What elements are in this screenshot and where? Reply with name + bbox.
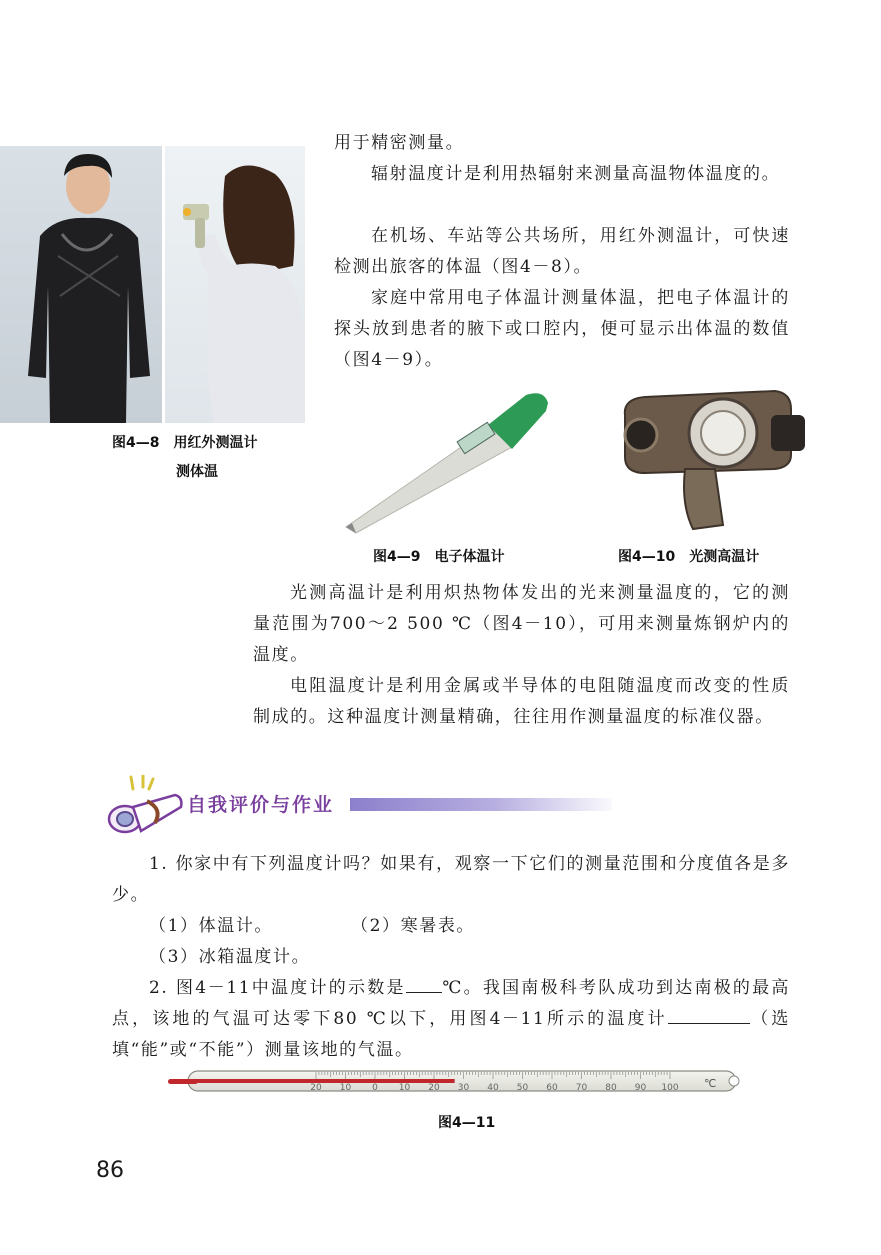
scroll-icon [103, 775, 185, 837]
section-title: 自我评价与作业 [187, 794, 335, 816]
scale-tick-label: 20 [428, 1083, 440, 1093]
page-number: 86 [96, 1158, 124, 1183]
scale-tick-label: 40 [487, 1083, 499, 1093]
figure-number: 图4—9 [373, 549, 421, 565]
figure-text: 用红外测温计 [173, 435, 258, 451]
figure-4-9-electronic-thermometer [340, 385, 555, 535]
person-standing-photo [0, 146, 162, 423]
figure-4-8-caption-line2 [176, 461, 218, 481]
exercise-1-option-a: （1）体温计。 [149, 916, 274, 936]
figure-text: 测体温 [176, 464, 218, 480]
scale-tick-label: 80 [605, 1083, 617, 1093]
scale-tick-label: 10 [398, 1083, 411, 1093]
figure-number: 图4—8 [112, 435, 160, 451]
scale-tick-label: 50 [516, 1083, 529, 1093]
woman-measuring-photo [165, 146, 305, 423]
scale-tick-label: 10 [339, 1083, 352, 1093]
paragraph-optical-pyrometer: 光测高温计是利用炽热物体发出的光来测量温度的，它的测量范围为700～2 500 ℃（图4－10），可用来测量炼钢炉内的温度。 [253, 583, 790, 665]
answer-blank-reading[interactable] [406, 974, 442, 993]
figure-4-11-thermometer [168, 1065, 743, 1097]
exercise-1-option-c: （3）冰箱温度计。 [149, 947, 311, 967]
exercise-1: 1. 你家中有下列温度计吗？如果有，观察一下它们的测量范围和分度值各是多少。 [112, 854, 790, 905]
paragraph-resistance-thermometer: 电阻温度计是利用金属或半导体的电阻随温度而改变的性质制成的。这种温度计测量精确，往往用作测量温度的标准仪器。 [253, 676, 790, 727]
scale-tick-label: 60 [546, 1083, 558, 1093]
paragraph-radiation-thermometer: 辐射温度计是利用热辐射来测量高温物体温度的。 [371, 164, 781, 184]
figure-4-9-caption [373, 546, 504, 566]
exercise-2-text-2: ℃。我国南极科考队成功到达南极的最高点，该地的气温可达零下80 ℃以下，用图4－11所示的温度计 [112, 978, 791, 1029]
figure-number: 图4—10 [618, 549, 676, 565]
section-title-bar [350, 798, 612, 811]
exercise-2-text-1: 2. 图4－11中温度计的示数是 [149, 978, 406, 998]
figure-text: 光测高温计 [689, 549, 760, 565]
paragraph-precision: 用于精密测量。 [334, 133, 465, 153]
exercise-2-text-3: （选填“能”或“不能”）测量该地的气温。 [112, 1009, 791, 1060]
answer-blank-can-or-cannot[interactable] [668, 1005, 750, 1024]
figure-4-11-caption: 图4—11 [438, 1115, 496, 1131]
figure-text: 电子体温计 [434, 549, 505, 565]
scale-tick-label: 70 [575, 1083, 588, 1093]
paragraph-infrared-thermometer: 在机场、车站等公共场所，用红外测温计，可快速检测出旅客的体温（图4－8）。 [334, 226, 790, 277]
thermometer-unit: ℃ [704, 1077, 717, 1090]
scale-tick-label: 20 [310, 1083, 322, 1093]
scale-tick-label: 100 [661, 1083, 679, 1093]
paragraph-electronic-thermometer: 家庭中常用电子体温计测量体温，把电子体温计的探头放到患者的腋下或口腔内，便可显示出体温的数值（图4－9）。 [334, 288, 790, 370]
figure-4-8-photo [0, 146, 305, 423]
scale-tick-label: 30 [457, 1083, 470, 1093]
exercise-2 [112, 973, 790, 1066]
figure-4-8-caption [112, 432, 257, 452]
scale-tick-label: 90 [634, 1083, 647, 1093]
exercise-1-option-b: （2）寒暑表。 [351, 916, 476, 936]
figure-4-10-caption [618, 546, 759, 566]
scale-tick-label: 0 [372, 1083, 378, 1093]
figure-4-10-optical-pyrometer [615, 385, 810, 533]
